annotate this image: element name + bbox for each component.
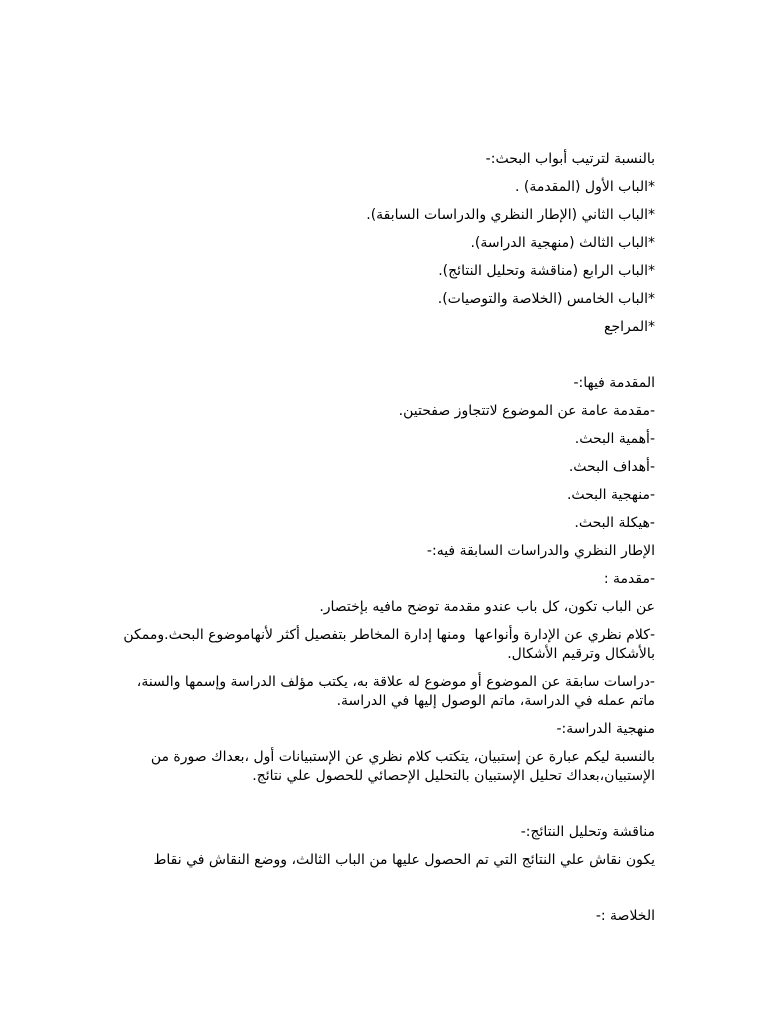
blank-line xyxy=(115,346,655,365)
introduction-item: -منهجية البحث. xyxy=(566,487,655,503)
methodology-section xyxy=(115,720,655,786)
chapter-order-section xyxy=(115,150,655,337)
methodology-heading: منهجية الدراسة:- xyxy=(556,721,655,737)
introduction-section xyxy=(115,374,655,533)
introduction-item: -أهداف البحث. xyxy=(568,459,655,475)
chapter-list-item: *الباب الرابع (مناقشة وتحليل النتائج). xyxy=(438,263,655,279)
chapter-list-item: *الباب الثاني (الإطار النظري والدراسات السابقة). xyxy=(366,207,655,223)
introduction-item: -مقدمة عامة عن الموضوع لاتتجاوز صفحتين. xyxy=(398,403,655,419)
document-body xyxy=(115,150,655,935)
chapter-list-item: *الباب الثالث (منهجية الدراسة). xyxy=(470,235,655,251)
chapter-list-item: *المراجع xyxy=(604,319,655,335)
conclusion-section xyxy=(115,907,655,926)
discussion-heading: مناقشة وتحليل النتائج:- xyxy=(520,824,655,840)
chapter-list-item: *الباب الأول (المقدمة) . xyxy=(514,179,655,195)
discussion-section xyxy=(115,823,655,870)
theoretical-framework-item: عن الباب تكون، كل باب عندو مقدمة توضح مافيه بإختصار. xyxy=(319,599,655,615)
chapter-list-item: *الباب الخامس (الخلاصة والتوصيات). xyxy=(437,291,655,307)
theoretical-framework-item: -مقدمة : xyxy=(603,571,655,587)
theoretical-framework-item: -دراسات سابقة عن الموضوع أو موضوع له علاقة به، يكتب مؤلف الدراسة وإسمها والسنة، ماتم عمله في الدراسة، ماتم الوصول إليها في الدراسة. xyxy=(132,674,655,709)
theoretical-framework-item: -كلام نظري عن الإدارة وأنواعها ومنها إدارة المخاطر بتفصيل أكثر لأنهاموضوع البحث.وممكن بالأشكال وترقيم الأشكال. xyxy=(118,627,655,662)
introduction-heading: المقدمة فيها:- xyxy=(573,375,655,391)
blank-line xyxy=(115,879,655,898)
theoretical-framework-section xyxy=(115,542,655,711)
blank-line xyxy=(115,795,655,814)
introduction-item: -أهمية البحث. xyxy=(574,431,655,447)
discussion-text: يكون نقاش علي النتائج التي تم الحصول عليها من الباب الثالث، ووضع النقاش في نقاط xyxy=(153,852,655,868)
theoretical-framework-heading: الإطار النظري والدراسات السابقة فيه:- xyxy=(426,543,655,559)
introduction-item: -هيكلة البحث. xyxy=(574,515,655,531)
methodology-text: بالنسبة ليكم عبارة عن إستبيان، يتكتب كلام نظري عن الإستبيانات أول ،بعداك صورة من الإستبيان،بعداك تحليل الإستبيان بالتحليل الإحصائي للحصول علي نتائج. xyxy=(146,749,655,784)
conclusion-heading: الخلاصة :- xyxy=(595,908,655,924)
chapter-order-heading: بالنسبة لترتيب أبواب البحث:- xyxy=(485,151,655,167)
